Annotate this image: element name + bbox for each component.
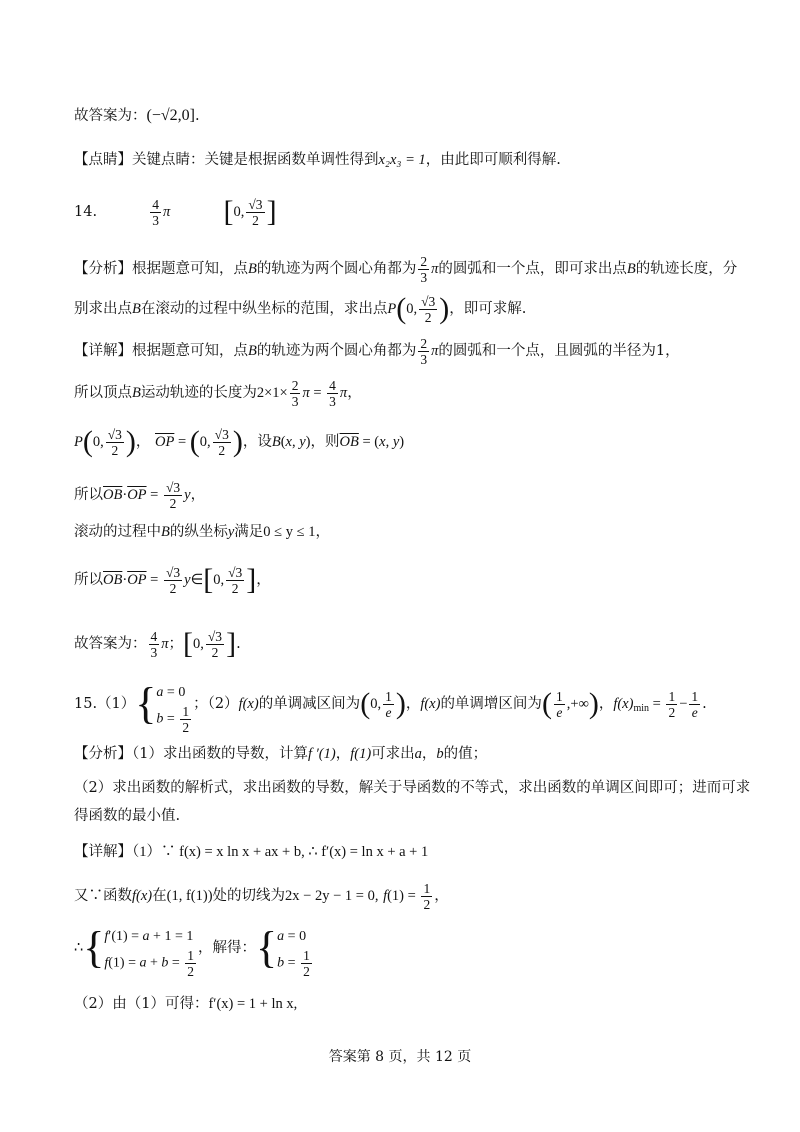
frac-den: 2 (218, 442, 226, 458)
analysis-text: （2）求出函数的解析式，求出函数的导数，解关于导函数的不等式，求出函数的单调区间即可；进而可求 (74, 780, 751, 796)
fraction-sqrt3-2 (419, 294, 437, 325)
q14-final-answer: 故答案为： $\frac{4}{3}$ π；[0, $\frac{√3}{2}$ ]. (74, 627, 241, 660)
frac-den: 2 (231, 580, 239, 596)
q15-part2-label: ；（2） (193, 696, 239, 712)
frac-num: √3 (228, 564, 243, 580)
element-of: ∈ (190, 572, 204, 588)
bracket-right: ] (266, 195, 277, 228)
frac-den: 3 (329, 393, 336, 409)
detail-text: 所以顶点 (74, 385, 132, 401)
pi-symbol: π (302, 385, 310, 401)
detail-text: （2）由（1）可得： (74, 996, 209, 1012)
paren-left: ( (189, 425, 200, 458)
frac-num: 2 (420, 335, 428, 351)
frac-num: 1 (423, 880, 431, 896)
answer-label: 故答案为： (74, 108, 147, 124)
fx: f(x) (238, 696, 259, 712)
frac-den: 2 (169, 495, 177, 511)
frac-den: 2 (423, 896, 431, 912)
vector-OB: $\overline{OB}$ (103, 572, 123, 588)
zero-comma: 0, (213, 572, 225, 588)
fraction-2-3 (418, 336, 429, 367)
frac-num: √3 (165, 564, 181, 580)
therefore-symbol: ∴ (74, 940, 84, 956)
fraction-1-2 (421, 881, 432, 912)
equals: = (309, 385, 326, 401)
fraction-sqrt3-2 (226, 565, 244, 596)
point-B: B (161, 524, 170, 540)
q15-answer-line: 15.（1）{ a = 0 b = $\frac{1}{2}$ ；（2）f(x)的单调减区间为(0, $\frac{1}{e}$ )，f(x)的单调增区间为( $\frac{1}{e}$ ,+∞)，$f(x)_{min}$ = $\frac{1}{2}$ − $\frac{1}{e}$ . (74, 679, 707, 735)
answer-line-13: 故答案为：(−√2,0]. (74, 107, 200, 124)
frac-num: 1 (668, 688, 676, 704)
bracket-right: ] (246, 563, 257, 596)
frac-num: 1 (555, 688, 563, 704)
zero-comma: 0, (199, 434, 211, 450)
eq-1: f′(1) = a + 1 = 1 (104, 929, 194, 944)
fraction-1-2 (666, 689, 677, 720)
detail-text: 运动轨迹的长度为 (140, 385, 257, 401)
frac-den: e (385, 704, 392, 720)
detail-math: （1）∵ f(x) = x ln x + ax + b, ∴ f′(x) = ln x + a + 1 (132, 844, 429, 860)
zero-comma: 0, (233, 204, 245, 220)
dot: · (122, 487, 128, 503)
zero-comma: 0, (406, 301, 418, 317)
eq-2: f(1) = a + b = $\frac{1}{2}$ (104, 948, 195, 979)
frac-num: 1 (691, 688, 699, 704)
q14-detail-line-3: P(0, $\frac{√3}{2}$ )， $\overline{OP} = (0$, $\frac{√3}{2}$ )，设B(x, y)，则$\overline{OB} = (x$, y) (74, 425, 405, 458)
min-subscript: min (633, 703, 650, 714)
key-point-text-b: ，由此即可顺利得解. (425, 152, 561, 168)
q15-detail-line-1 (74, 842, 428, 862)
q15-analysis-line-2 (74, 778, 750, 798)
solution (277, 926, 314, 979)
point-1-f1: (1, f(1)) (166, 888, 213, 904)
var-y: y (227, 524, 235, 540)
zero-comma: 0, (92, 434, 104, 450)
key-point-label: 【点睛】 (74, 152, 132, 168)
frac-den: 3 (152, 212, 160, 228)
frac-num: √3 (421, 293, 436, 309)
fraction-1-2 (301, 948, 312, 979)
q14-detail-line-1 (74, 334, 680, 368)
case-b: b = $\frac{1}{2}$ (156, 704, 190, 735)
analysis-text: 得函数的最小值. (74, 808, 181, 824)
detail-text: 根据题意可知，点 (132, 343, 248, 359)
frac-den: 2 (668, 704, 676, 720)
analysis-label: 【分析】 (74, 261, 132, 277)
key-point-text-a: 关键点睛：关键是根据函数单调性得到 (132, 152, 379, 168)
detail-text: ，解得： (198, 940, 257, 956)
detail-text: 满足 (234, 524, 264, 540)
frac-num: √3 (214, 426, 229, 442)
system-equations (104, 926, 198, 979)
vector-OP: $\overline{OP}$ (155, 434, 175, 450)
var-b: b (436, 746, 444, 762)
q14-answer-line (74, 196, 277, 228)
frac-num: 2 (291, 377, 299, 393)
frac-den: 2 (187, 964, 195, 979)
brace-left: { (83, 923, 105, 972)
detail-text: 滚动的过程中 (74, 524, 161, 540)
frac-den: 3 (291, 393, 299, 409)
frac-den: 2 (303, 964, 310, 979)
brace-left: { (135, 679, 157, 728)
bracket-left: [ (223, 195, 234, 228)
q14-number: 14. (74, 204, 98, 220)
fx: f(x) (420, 696, 441, 712)
bracket-left: [ (183, 627, 194, 660)
analysis-label: 【分析】 (74, 746, 132, 762)
analysis-text: 根据题意可知，点 (132, 261, 248, 277)
point-P: P (74, 434, 83, 450)
case-b: b = $\frac{1}{2}$ (277, 948, 310, 979)
point-B: B (626, 261, 636, 277)
vector-OB: $\overline{OB}$ (339, 434, 359, 450)
analysis-text: 的圆弧和一个点，即可求出点 (438, 261, 627, 277)
paren-right: ) (588, 687, 599, 720)
detail-text: 的圆弧和一个点，且圆弧的半径为1， (438, 343, 680, 359)
frac-num: √3 (165, 479, 181, 495)
coords-xy: (x, y) (280, 434, 311, 450)
detail-text: 所以 (74, 572, 103, 588)
paren-left: ( (541, 687, 552, 720)
paren-left: ( (396, 292, 407, 325)
frac-den: 3 (150, 644, 158, 660)
answer-interval: (−√2,0] (146, 107, 195, 124)
q14-detail-line-2: 所以顶点B运动轨迹的长度为2×1× $\frac{2}{3}$ π = $\frac{4}{3}$ π， (74, 377, 362, 409)
q15-analysis-line-3 (74, 806, 180, 826)
analysis-text: （1）求出函数的导数，计算 (132, 746, 308, 762)
zero-comma: 0, (370, 696, 382, 712)
bracket-right: ] (226, 627, 237, 660)
frac-den: e (556, 704, 563, 720)
plus-infinity: ,+∞ (566, 696, 589, 712)
fraction-1-e (554, 689, 565, 720)
key-point-line (74, 150, 561, 170)
fx-min: f(x) (613, 696, 634, 712)
pi-symbol: π (163, 204, 171, 220)
detail-text: 的轨迹为两个圆心角都为 (256, 343, 417, 359)
dot: · (122, 572, 128, 588)
frac-num: 1 (385, 688, 392, 704)
page-footer: 答案第 8 页，共 12 页 (328, 1049, 472, 1065)
f1-value: f(1) = (383, 888, 420, 904)
paren-right: ) (232, 425, 243, 458)
q15-number: 15.（1） (74, 696, 136, 712)
fraction-1-2 (180, 704, 191, 735)
length-expression: 2×1× (256, 385, 288, 401)
bracket-left: [ (203, 563, 214, 596)
vector-OP: $\overline{OP}$ (127, 572, 147, 588)
fraction-2-3 (290, 378, 301, 409)
frac-num: 1 (187, 948, 195, 963)
q15-analysis-line-1: 【分析】（1）求出函数的导数，计算f ′(1)，f(1)可求出a，b的值； (74, 746, 488, 762)
key-point-math: x₂x₃ = 1 (378, 152, 426, 168)
vector-OB-value: = (x, y) (358, 434, 405, 450)
fraction-1-e (689, 689, 700, 720)
q14-detail-line-6: 所以$\overline{OB}\cdot\overline{OP}$ = $\frac{√3}{2}$ y∈[0, $\frac{√3}{2}$ ]， (74, 563, 271, 596)
frac-num: √3 (248, 196, 263, 212)
paren-right: ) (125, 425, 136, 458)
frac-den: 2 (211, 644, 219, 660)
case-a: a = 0 (156, 685, 186, 700)
frac-num: √3 (207, 628, 223, 644)
detail-text: 所以 (74, 487, 103, 503)
fraction-sqrt3-2 (164, 480, 182, 511)
frac-den: e (691, 704, 698, 720)
pi-symbol: π (431, 343, 439, 359)
tangent-equation: 2x − 2y − 1 = 0, (285, 888, 379, 904)
f-prime-1: f ′(1) (307, 746, 336, 762)
fraction-4-3 (327, 378, 338, 409)
fraction-sqrt3-2 (106, 427, 124, 458)
detail-text: 处的切线为 (212, 888, 286, 904)
q14-detail-line-5: 滚动的过程中B的纵坐标y满足0 ≤ y ≤ 1， (74, 524, 330, 540)
analysis-text: ，即可求解. (449, 301, 527, 317)
minus: − (679, 696, 688, 712)
frac-num: 4 (150, 628, 158, 644)
analysis-text: 的轨迹长度，分 (635, 261, 738, 277)
detail-text: 在 (152, 888, 167, 904)
point-B: B (132, 301, 141, 317)
frac-num: 2 (420, 253, 428, 269)
detail-text: 的纵坐标 (169, 524, 228, 540)
fraction-2-3 (418, 254, 429, 285)
fraction-sqrt3-2 (164, 565, 182, 596)
fraction-1-2 (185, 948, 196, 979)
zero-comma: 0, (193, 636, 204, 652)
frac-num: 4 (329, 377, 336, 393)
equals: = (146, 487, 162, 503)
frac-den: 2 (252, 212, 259, 228)
q14-analysis-line-2 (74, 292, 526, 326)
fraction-1-e (383, 689, 394, 720)
vector-OP: $\overline{OP}$ (127, 487, 147, 503)
frac-den: 2 (169, 580, 177, 596)
q15-detail-line-2: 又∵函数f(x)在(1, f(1))处的切线为2x − 2y − 1 = 0, f(1) = $\frac{1}{2}$ ， (74, 880, 449, 912)
pi-symbol: π (431, 261, 439, 277)
detail-label: 【详解】 (74, 844, 132, 860)
paren-left: ( (360, 687, 371, 720)
fraction-4-3 (149, 629, 160, 660)
detail-text: 的单调增区间为 (440, 696, 542, 712)
var-a: a (414, 746, 422, 762)
fraction-sqrt3-2 (213, 427, 231, 458)
analysis-text: 的轨迹为两个圆心角都为 (256, 261, 417, 277)
point-B: B (248, 261, 257, 277)
pi-symbol: π (339, 385, 348, 401)
frac-num: 1 (303, 948, 310, 963)
case-a: a = 0 (277, 929, 307, 944)
frac-den: 2 (424, 309, 432, 325)
q14-detail-line-4: 所以$\overline{OB}\cdot\overline{OP}$ = $\frac{√3}{2}$ y， (74, 479, 206, 511)
var-y: y (184, 487, 191, 503)
point-P: P (387, 301, 397, 317)
q14-fraction-4-3 (150, 197, 161, 228)
brace-left: { (256, 923, 278, 972)
var-y: y (184, 572, 191, 588)
q14-analysis-line-1 (74, 252, 737, 286)
fraction-sqrt3-2 (206, 629, 224, 660)
frac-den: 3 (420, 351, 428, 367)
analysis-text: 的值； (443, 746, 488, 762)
point-B: B (132, 385, 141, 401)
fx: f(x) (132, 888, 153, 904)
derivative: f′(x) = 1 + ln x, (208, 996, 298, 1012)
equals: = (146, 572, 162, 588)
q15-detail-line-3 (74, 920, 314, 979)
detail-text: 又∵函数 (74, 888, 132, 904)
equals: = (649, 696, 665, 712)
frac-den: 3 (420, 269, 428, 285)
point-B: B (271, 434, 281, 450)
q14-fraction-sqrt3-2 (246, 197, 264, 228)
frac-num: √3 (107, 426, 122, 442)
paren-left: ( (82, 425, 93, 458)
detail-text: 故答案为： (74, 636, 147, 652)
analysis-text: 在滚动的过程中纵坐标的范围，求出点 (140, 301, 388, 317)
frac-num: 4 (152, 196, 160, 212)
paren-right: ) (439, 292, 450, 325)
q15-cases (156, 682, 193, 735)
paren-right: ) (395, 687, 406, 720)
detail-label: 【详解】 (74, 343, 132, 359)
frac-den: 2 (182, 720, 190, 735)
detail-text: 的单调减区间为 (258, 696, 361, 712)
analysis-text: 可求出 (371, 746, 415, 762)
frac-num: 1 (182, 704, 190, 719)
vector-OB: $\overline{OB}$ (103, 487, 123, 503)
point-B: B (248, 343, 257, 359)
equals: = (174, 434, 190, 450)
inequality: 0 ≤ y ≤ 1 (263, 524, 316, 540)
pi-symbol: π (161, 636, 169, 652)
q15-detail-line-4 (74, 994, 297, 1014)
frac-den: 2 (111, 442, 119, 458)
analysis-text: 别求出点 (74, 301, 132, 317)
f-1: f(1) (350, 746, 372, 762)
